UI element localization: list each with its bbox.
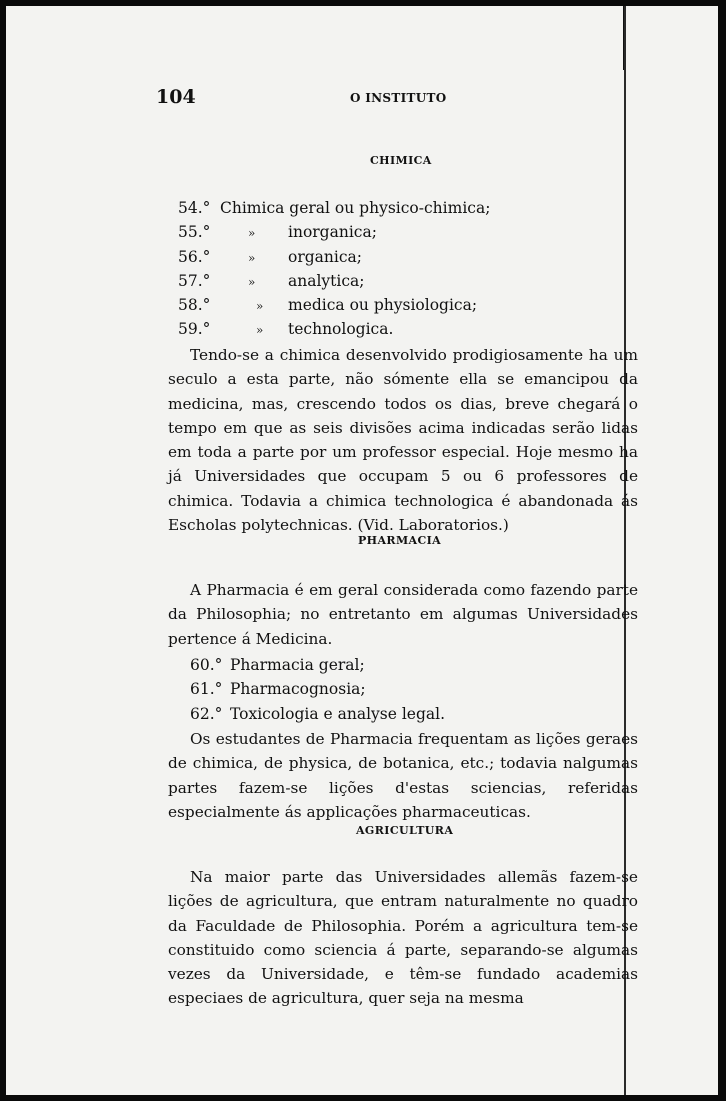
item-number: 57.° (178, 271, 211, 290)
item-number: 58.° (178, 296, 211, 315)
item-text: Toxicologia e analyse legal. (230, 704, 446, 723)
section-heading-pharmacia: PHARMACIA (358, 534, 442, 547)
item-number: 54.° (178, 199, 211, 217)
ditto-mark: » (256, 299, 264, 314)
ditto-mark: » (248, 250, 256, 265)
list-item (178, 317, 598, 341)
paragraph-text: Os estudantes de Pharmacia frequentam as lições geraes de chimica, de physica, de botanica, etc.; todavia nalgumas partes fazem-se lições d'estas sciencias, referidas especialmente ás applicações pharmaceuticas. (168, 730, 638, 821)
item-text: analytica; (288, 271, 365, 290)
chimica-paragraph (168, 343, 638, 537)
page-number: 104 (156, 86, 196, 108)
section-heading-chimica: CHIMICA (370, 154, 432, 167)
ditto-mark: » (248, 274, 256, 289)
list-item (178, 293, 598, 317)
item-text: inorganica; (288, 223, 377, 242)
list-item (190, 653, 610, 677)
paragraph-text: A Pharmacia é em geral considerada como fazendo parte da Philosophia; no entretanto em algumas Universidades pertence á Medicina. (168, 581, 638, 648)
list-item (190, 702, 610, 726)
pharmacia-intro (168, 578, 638, 651)
paragraph-text: Na maior parte das Universidades allemãs fazem-se lições de agricultura, que entram naturalmente no quadro da Faculdade de Philosophia. Porém a agricultura tem-se constituido como sciencia á parte, separando-se algumas vezes da Universidade, e têm-se fundado academias especiaes de agricultura, quer seja na mesma (168, 868, 638, 1008)
item-text: Chimica geral ou physico-chimica; (220, 199, 491, 217)
section-heading-agricultura: AGRICULTURA (356, 824, 454, 837)
ditto-mark: » (248, 226, 256, 241)
item-text: medica ou physiologica; (288, 296, 478, 315)
item-number: 59.° (178, 320, 211, 339)
agricultura-paragraph (168, 865, 638, 1011)
list-item (178, 269, 598, 293)
item-number: 62.° (190, 704, 223, 723)
item-text: Pharmacia geral; (230, 656, 365, 674)
book-page (6, 6, 718, 1095)
page-header (156, 86, 626, 110)
item-number: 61.° (190, 680, 223, 699)
running-title: O INSTITUTO (350, 91, 447, 105)
pharmacia-list (190, 653, 610, 726)
item-text: organica; (288, 247, 362, 266)
list-item (178, 220, 598, 244)
list-item (178, 196, 598, 220)
paragraph-text: Tendo-se a chimica desenvolvido prodigiosamente ha um seculo a esta parte, não sómente ella se emancipou da medicina, mas, crescendo todos os dias, breve chegará o tempo em que as seis divisões acima indicadas serão lidas em toda a parte por um professor especial. Hoje mesmo ha já Universidades que occupam 5 ou 6 professores de chimica. Todavia a chimica technologica é abandonada ás Escholas polytechnicas. (Vid. Laboratorios.) (168, 346, 638, 535)
item-number: 60.° (190, 656, 223, 674)
item-text: technologica. (288, 320, 394, 339)
item-text: Pharmacognosia; (230, 680, 366, 699)
item-number: 55.° (178, 223, 211, 242)
list-item (190, 677, 610, 701)
item-number: 56.° (178, 247, 211, 266)
ditto-mark: » (256, 323, 264, 338)
pharmacia-paragraph (168, 727, 638, 824)
chimica-list (178, 196, 598, 342)
list-item (178, 245, 598, 269)
